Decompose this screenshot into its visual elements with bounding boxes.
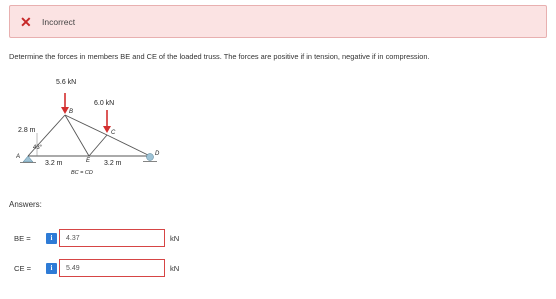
ce-answer-input[interactable]: 5.49 [59, 259, 165, 277]
feedback-banner [9, 5, 547, 38]
angle-label: 43° [33, 145, 43, 151]
load-b-label: 5.6 kN [56, 79, 77, 86]
answer-row-be [14, 229, 180, 247]
load-c-label: 6.0 kN [94, 100, 115, 107]
node-b-label: B [69, 109, 74, 115]
span-left-label: 3.2 m [45, 160, 63, 167]
answer-row-ce [14, 259, 180, 277]
question-text: Determine the forces in members BE and CE of the loaded truss. The forces are positive if in tension, negative if in compression. [9, 52, 430, 61]
answer-variable: CE = [14, 263, 32, 273]
member-ab [28, 115, 65, 156]
info-icon[interactable]: i [46, 263, 57, 274]
answer-unit: kN [170, 263, 180, 273]
answer-variable: BE = [14, 233, 31, 243]
node-d-label: D [155, 151, 160, 157]
answers-heading: Answers: [9, 200, 42, 209]
pin-support-icon [20, 156, 36, 163]
load-arrow-c [103, 110, 111, 133]
truss-figure [16, 72, 176, 182]
node-e-label: E [86, 158, 91, 164]
member-cd [107, 135, 150, 156]
load-arrow-b [61, 93, 69, 114]
x-icon: ✕ [20, 13, 32, 30]
truss-members [28, 115, 150, 156]
height-label: 2.8 m [18, 127, 36, 134]
answer-unit: kN [170, 233, 180, 243]
feedback-text: Incorrect [42, 16, 76, 27]
member-ce [89, 135, 107, 156]
equality-label: BC = CD [71, 170, 93, 176]
info-icon[interactable]: i [46, 233, 57, 244]
node-a-label: A [16, 154, 21, 160]
be-answer-input[interactable]: 4.37 [59, 229, 165, 247]
node-c-label: C [111, 130, 116, 136]
span-right-label: 3.2 m [104, 160, 122, 167]
